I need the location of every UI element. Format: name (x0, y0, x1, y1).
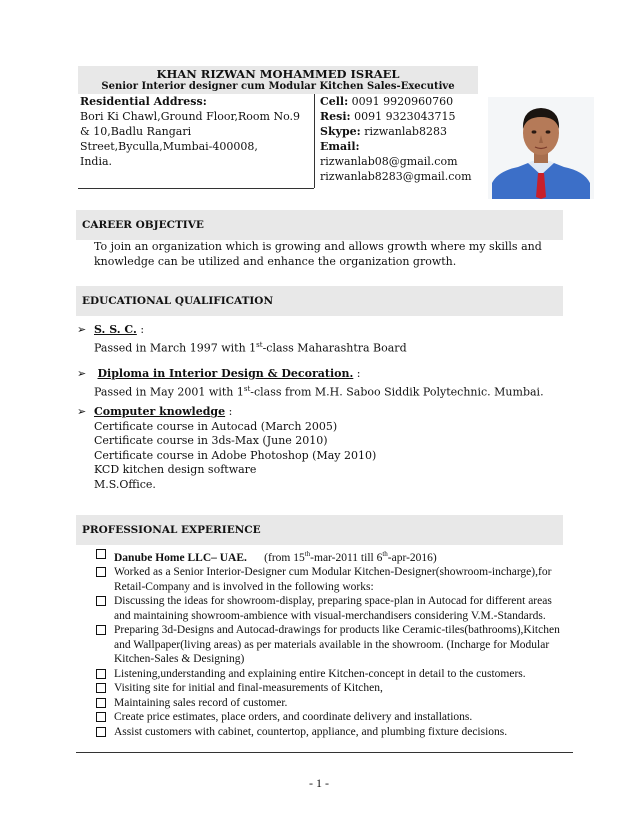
list-item (96, 594, 566, 623)
diploma-detail (94, 382, 564, 400)
duration-text: -mar-2011 till 6 (310, 551, 383, 564)
email-link[interactable]: rizwanlab8283@gmail.com (320, 170, 472, 183)
diploma-text: -class from M.H. Saboo Siddik Polytechnic. Mumbai. (250, 385, 544, 399)
candidate-title: Senior Interior designer cum Modular Kitchen Sales-Executive (101, 81, 455, 92)
checkbox-bullet-icon (96, 596, 106, 606)
diploma-entry (94, 367, 564, 400)
duration-text: -apr-2016) (387, 551, 437, 564)
checkbox-bullet-icon (96, 712, 106, 722)
candidate-name: KHAN RIZWAN MOHAMMED ISRAEL (156, 67, 400, 81)
header-block (78, 66, 478, 94)
duration-sup: th (382, 550, 388, 558)
diploma-title: Diploma in Interior Design & Decoration. (97, 367, 354, 380)
arrow-bullet-icon: ➢ (77, 405, 87, 418)
computer-item: Certificate course in Adobe Photoshop (May 2010) (94, 448, 377, 462)
experience-item-text: Worked as a Senior Interior-Designer cum Modular Kitchen-Designer(showroom-incharge),for Retail-Company and is involved in the following works: (114, 566, 552, 593)
career-objective-heading: CAREER OBJECTIVE (76, 210, 563, 240)
diploma-sup: st (243, 384, 251, 393)
experience-item-text: Discussing the ideas for showroom-display, preparing space-plan in Autocad for different areas and maintaining showroom-ambience with visual-merchandisers considering V.M.-Standards. (114, 595, 552, 622)
experience-item-text: Visiting site for initial and final-measurements of Kitchen, (114, 682, 383, 695)
checkbox-bullet-icon (96, 625, 106, 635)
education-heading: EDUCATIONAL QUALIFICATION (76, 286, 563, 316)
computer-item: M.S.Office. (94, 477, 156, 491)
experience-item-text: Listening,understanding and explaining entire Kitchen-concept in detail to the customers. (114, 667, 526, 680)
ssc-text: Passed in March 1997 with 1 (94, 341, 257, 355)
duration-sup: th (304, 550, 311, 558)
arrow-bullet-icon: ➢ (77, 323, 87, 336)
list-item (96, 623, 566, 667)
divider (314, 94, 315, 188)
career-text-line: knowledge can be utilized and enhance the organization growth. (94, 254, 457, 268)
address-line: & 10,Badlu Rangari (80, 125, 192, 138)
list-item (96, 565, 566, 594)
skype-label: Skype: (320, 125, 361, 138)
cell-number: 0091 9920960760 (351, 95, 454, 108)
checkbox-bullet-icon (96, 727, 106, 737)
ssc-text: -class Maharashtra Board (262, 341, 407, 355)
experience-item-text: Create price estimates, place orders, and coordinate delivery and installations. (114, 711, 473, 724)
colon: : (225, 405, 233, 418)
experience-heading: PROFESSIONAL EXPERIENCE (76, 515, 563, 545)
checkbox-bullet-icon (96, 567, 106, 577)
divider (78, 188, 314, 189)
page-number: - 1 - (309, 776, 329, 790)
duration-text: (from 15 (264, 551, 305, 564)
email-label: Email: (320, 140, 360, 153)
experience-item-text: Maintaining sales record of customer. (114, 696, 288, 709)
list-item (96, 696, 566, 711)
ssc-title: S. S. C. (94, 323, 137, 336)
cell-label: Cell: (320, 95, 349, 108)
colon: : (136, 323, 145, 336)
resi-number: 0091 9323043715 (354, 110, 456, 123)
resi-label: Resi: (320, 110, 351, 123)
checkbox-bullet-icon (96, 683, 106, 693)
list-item (96, 725, 566, 740)
company-name: Danube Home LLC– UAE. (114, 551, 247, 564)
checkbox-bullet-icon (96, 698, 106, 708)
email-link[interactable]: rizwanlab08@gmail.com (320, 155, 458, 168)
career-objective-text (94, 240, 564, 269)
address-label: Residential Address: (80, 95, 207, 108)
divider (76, 752, 573, 753)
career-text-line: To join an organization which is growing and allows growth where my skills and (94, 240, 542, 253)
checkbox-bullet-icon (96, 669, 106, 679)
experience-item-text: Preparing 3d-Designs and Autocad-drawings for products like Ceramic-tiles(bathrooms),Kitchen and Wallpaper(living areas) as per materials available in the showroom. (Incharge for Modular Kitchen-Sales & Designing) (114, 624, 560, 666)
skype-id: rizwanlab8283 (364, 125, 447, 138)
ssc-entry (94, 323, 564, 356)
colon: : (353, 367, 361, 380)
address-line: Bori Ki Chawl,Ground Floor,Room No.9 (80, 110, 301, 123)
profile-photo (488, 97, 594, 199)
address-line: India. (80, 155, 113, 168)
experience-list (96, 547, 566, 739)
experience-item-text: Assist customers with cabinet, countertop, appliance, and plumbing fixture decisions. (114, 725, 508, 738)
checkbox-bullet-icon (96, 549, 106, 559)
contact-info (320, 94, 490, 184)
ssc-detail (94, 338, 564, 356)
diploma-text: Passed in May 2001 with 1 (94, 385, 244, 399)
address-line: Street,Byculla,Mumbai-400008, (80, 140, 258, 153)
list-item (96, 681, 566, 696)
residential-address (80, 94, 314, 169)
list-item (96, 667, 566, 682)
computer-item: Certificate course in Autocad (March 2005) (94, 419, 338, 433)
list-item (96, 547, 566, 565)
ssc-sup: st (256, 340, 263, 349)
list-item (96, 710, 566, 725)
computer-title: Computer knowledge (94, 405, 226, 418)
arrow-bullet-icon: ➢ (77, 367, 87, 380)
computer-entry (94, 405, 564, 492)
computer-item: Certificate course in 3ds-Max (June 2010) (94, 434, 328, 447)
computer-item: KCD kitchen design software (94, 463, 257, 476)
